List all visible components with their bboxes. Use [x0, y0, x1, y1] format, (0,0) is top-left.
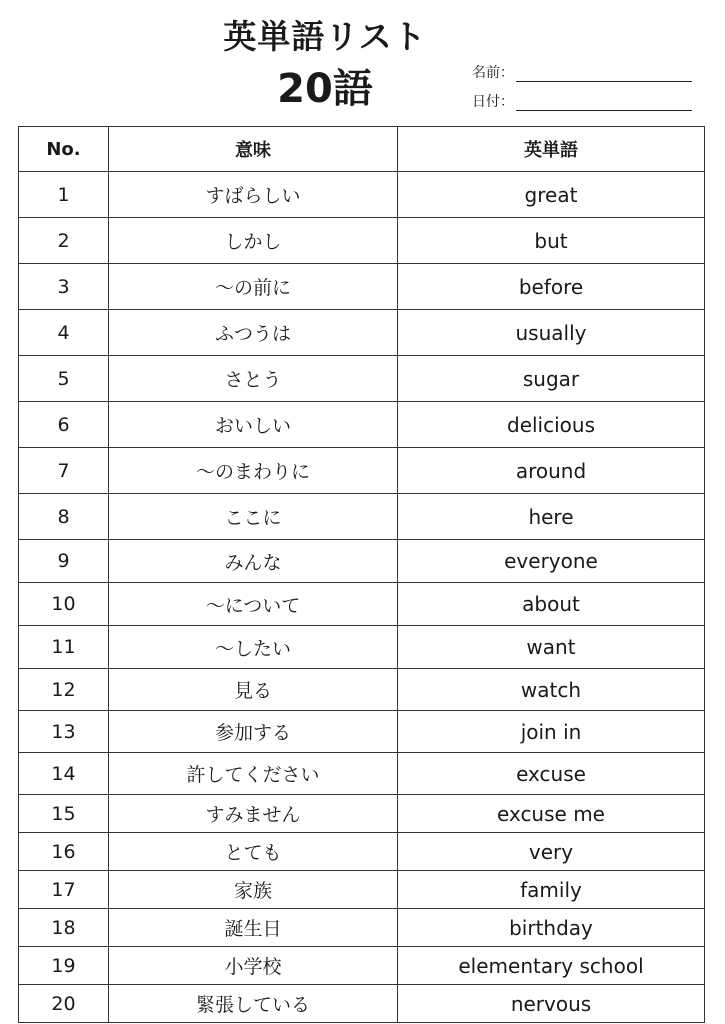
- table-row: [19, 540, 705, 583]
- row-number-cell: 8: [19, 494, 109, 540]
- name-blank-line[interactable]: [516, 67, 692, 82]
- meaning-cell: 小学校: [109, 947, 398, 985]
- row-number-cell: 11: [19, 626, 109, 669]
- row-number-cell: 15: [19, 795, 109, 833]
- meaning-cell: すばらしい: [109, 172, 398, 218]
- meaning-cell: ～の前に: [109, 264, 398, 310]
- vocabulary-table: [18, 126, 705, 1023]
- english-word-cell: family: [398, 871, 705, 909]
- english-word-cell: here: [398, 494, 705, 540]
- row-number-cell: 3: [19, 264, 109, 310]
- table-row: [19, 264, 705, 310]
- table-row: [19, 356, 705, 402]
- meaning-cell: みんな: [109, 540, 398, 583]
- table-row: [19, 310, 705, 356]
- table-row: [19, 871, 705, 909]
- date-label: 日付：: [472, 94, 514, 110]
- row-number-cell: 17: [19, 871, 109, 909]
- english-word-cell: before: [398, 264, 705, 310]
- meaning-cell: 許してください: [109, 753, 398, 795]
- meaning-cell: 参加する: [109, 711, 398, 753]
- meaning-cell: 家族: [109, 871, 398, 909]
- row-number-cell: 13: [19, 711, 109, 753]
- meaning-cell: 誕生日: [109, 909, 398, 947]
- table-header-row: [19, 127, 705, 172]
- meaning-cell: しかし: [109, 218, 398, 264]
- table-row: [19, 909, 705, 947]
- english-word-cell: elementary school: [398, 947, 705, 985]
- table-row: [19, 833, 705, 871]
- row-number-cell: 2: [19, 218, 109, 264]
- table-row: [19, 583, 705, 626]
- meaning-cell: 見る: [109, 669, 398, 711]
- meaning-cell: さとう: [109, 356, 398, 402]
- meaning-cell: ～について: [109, 583, 398, 626]
- english-word-cell: everyone: [398, 540, 705, 583]
- row-number-cell: 14: [19, 753, 109, 795]
- english-word-cell: excuse: [398, 753, 705, 795]
- row-number-cell: 5: [19, 356, 109, 402]
- english-word-cell: join in: [398, 711, 705, 753]
- table-row: [19, 753, 705, 795]
- english-word-cell: watch: [398, 669, 705, 711]
- table-row: [19, 626, 705, 669]
- header-meaning: 意味: [109, 127, 398, 172]
- english-word-cell: sugar: [398, 356, 705, 402]
- row-number-cell: 7: [19, 448, 109, 494]
- english-word-cell: want: [398, 626, 705, 669]
- header-number: No.: [19, 127, 109, 172]
- english-word-cell: birthday: [398, 909, 705, 947]
- row-number-cell: 10: [19, 583, 109, 626]
- table-row: [19, 795, 705, 833]
- english-word-cell: around: [398, 448, 705, 494]
- row-number-cell: 9: [19, 540, 109, 583]
- meaning-cell: 緊張している: [109, 985, 398, 1023]
- row-number-cell: 12: [19, 669, 109, 711]
- row-number-cell: 6: [19, 402, 109, 448]
- table-row: [19, 711, 705, 753]
- table-row: [19, 669, 705, 711]
- row-number-cell: 20: [19, 985, 109, 1023]
- english-word-cell: excuse me: [398, 795, 705, 833]
- english-word-cell: nervous: [398, 985, 705, 1023]
- table-row: [19, 985, 705, 1023]
- page-title: 英単語リスト: [223, 17, 427, 56]
- date-blank-line[interactable]: [516, 96, 692, 111]
- meaning-cell: ここに: [109, 494, 398, 540]
- meaning-cell: ～のまわりに: [109, 448, 398, 494]
- english-word-cell: delicious: [398, 402, 705, 448]
- word-count-subtitle: 20語: [277, 66, 373, 112]
- name-field[interactable]: [472, 64, 692, 82]
- table-row: [19, 947, 705, 985]
- row-number-cell: 16: [19, 833, 109, 871]
- english-word-cell: about: [398, 583, 705, 626]
- english-word-cell: great: [398, 172, 705, 218]
- date-field[interactable]: [472, 93, 692, 111]
- name-label: 名前：: [472, 65, 514, 81]
- table-row: [19, 218, 705, 264]
- english-word-cell: but: [398, 218, 705, 264]
- table-row: [19, 448, 705, 494]
- english-word-cell: usually: [398, 310, 705, 356]
- meaning-cell: すみません: [109, 795, 398, 833]
- meaning-cell: ～したい: [109, 626, 398, 669]
- row-number-cell: 4: [19, 310, 109, 356]
- meaning-cell: おいしい: [109, 402, 398, 448]
- row-number-cell: 1: [19, 172, 109, 218]
- table-row: [19, 172, 705, 218]
- meaning-cell: ふつうは: [109, 310, 398, 356]
- english-word-cell: very: [398, 833, 705, 871]
- row-number-cell: 19: [19, 947, 109, 985]
- table-row: [19, 402, 705, 448]
- table-row: [19, 494, 705, 540]
- row-number-cell: 18: [19, 909, 109, 947]
- meaning-cell: とても: [109, 833, 398, 871]
- header-english-word: 英単語: [398, 127, 705, 172]
